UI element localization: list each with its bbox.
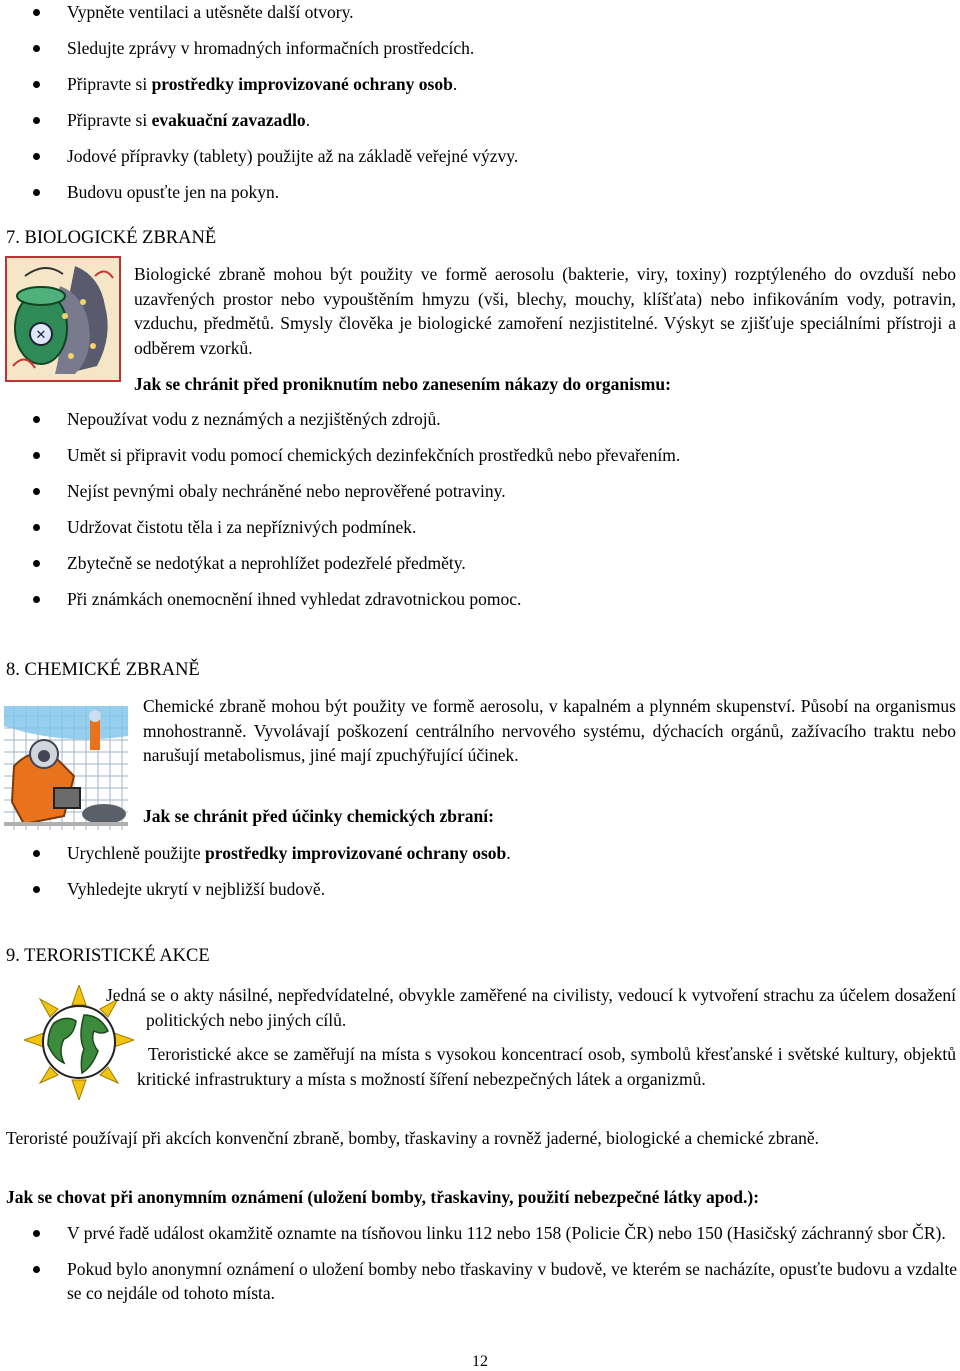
chemical-worker-clipart-icon bbox=[4, 706, 128, 830]
list-item: Nejíst pevnými obaly nechráněné nebo neprověřené potraviny. bbox=[0, 479, 680, 503]
section-heading-chemical-weapons: 8. CHEMICKÉ ZBRANĚ bbox=[6, 660, 200, 680]
list-item: Připravte si evakuační zavazadlo. bbox=[0, 108, 518, 132]
list-item: Urychleně použijte prostředky improvizované ochrany osob. bbox=[0, 841, 511, 865]
list-item: Vypněte ventilaci a utěsněte další otvory. bbox=[0, 0, 518, 24]
biohazard-clipart-icon bbox=[5, 256, 121, 382]
list-item: Pokud bylo anonymní oznámení o uložení bomby nebo třaskaviny v budově, ve kterém se nacházíte, opusťte budovu a vzdalte se co nejdále od tohoto místa. bbox=[0, 1257, 957, 1305]
list-item: Při známkách onemocnění ihned vyhledat zdravotnickou pomoc. bbox=[0, 587, 680, 611]
list-item: Umět si připravit vodu pomocí chemických dezinfekčních prostředků nebo převařením. bbox=[0, 443, 680, 467]
protective-measures-list bbox=[0, 0, 518, 204]
list-item: V prvé řadě událost okamžitě oznamte na tísňovou linku 112 nebo 158 (Policie ČR) nebo 150 (Hasičský záchranný sbor ČR). bbox=[0, 1221, 957, 1245]
chemical-protection-subheading: Jak se chránit před účinky chemických zbraní: bbox=[143, 806, 494, 826]
section-heading-biological-weapons: 7. BIOLOGICKÉ ZBRANĚ bbox=[6, 228, 217, 248]
biological-weapons-paragraph: Biologické zbraně mohou být použity ve formě aerosolu (bakterie, viry, toxiny) rozptýleného do ovzduší nebo uzavřených prostor nebo vypouštěním hmyzu (vši, blechy, mouchy, klíšťata) nebo infikováním vody, potravin, vzduchu, předmětů. Smysly člověka je biologické zamoření nezjistitelné. Výskyt se zjišťuje speciálními přístroji a odběrem vzorků. bbox=[134, 264, 956, 358]
biological-protection-subheading: Jak se chránit před proniknutím nebo zanesením nákazy do organismu: bbox=[134, 374, 671, 394]
svg-text:✕: ✕ bbox=[35, 327, 47, 342]
list-item: Nepoužívat vodu z neznámých a nezjištěných zdrojů. bbox=[0, 407, 680, 431]
list-item: Sledujte zprávy v hromadných informačních prostředcích. bbox=[0, 36, 518, 60]
list-item: Vyhledejte ukrytí v nejbližší budově. bbox=[0, 877, 511, 901]
biological-protection-list bbox=[0, 407, 680, 611]
terrorist-weapons-paragraph: Teroristé používají při akcích konvenční zbraně, bomby, třaskaviny a rovněž jaderné, biologické a chemické zbraně. bbox=[6, 1128, 819, 1148]
section-heading-terrorist-actions: 9. TERORISTICKÉ AKCE bbox=[6, 946, 210, 966]
page-number: 12 bbox=[472, 1353, 488, 1370]
list-item: Zbytečně se nedotýkat a neprohlížet podezřelé předměty. bbox=[0, 551, 680, 575]
terrorism-targets-paragraph: Teroristické akce se zaměřují na místa s vysokou koncentrací osob, symbolů křesťanské i světské kultury, objektů kritické infrastruktury a místa s možností šíření nebezpečných látek a organizmů. bbox=[137, 1044, 956, 1089]
anonymous-threat-list bbox=[0, 1221, 957, 1305]
list-item: Jodové přípravky (tablety) použijte až na základě veřejné výzvy. bbox=[0, 144, 518, 168]
terrorism-definition-paragraph: Jedná se o akty násilné, nepředvídatelné, obvykle zaměřené na civilisty, vedoucí k vytvoření strachu za účelem dosažení politických nebo jiných cílů. bbox=[106, 985, 956, 1030]
list-item: Udržovat čistotu těla i za nepříznivých podmínek. bbox=[0, 515, 680, 539]
chemical-weapons-paragraph: Chemické zbraně mohou být použity ve formě aerosolu, v kapalném a plynném skupenství. Působí na organismus mnohostranně. Vyvolávají poškození centrálního nervového systému, dýchacích orgánů, zažívacího traktu nebo narušují metabolismus, jiné mají zpuchýřující účinek. bbox=[143, 696, 956, 765]
chemical-protection-list bbox=[0, 841, 511, 901]
list-item: Budovu opusťte jen na pokyn. bbox=[0, 180, 518, 204]
anonymous-threat-subheading: Jak se chovat při anonymním oznámení (uložení bomby, třaskaviny, použití nebezpečné látky apod.): bbox=[6, 1187, 760, 1207]
list-item: Připravte si prostředky improvizované ochrany osob. bbox=[0, 72, 518, 96]
